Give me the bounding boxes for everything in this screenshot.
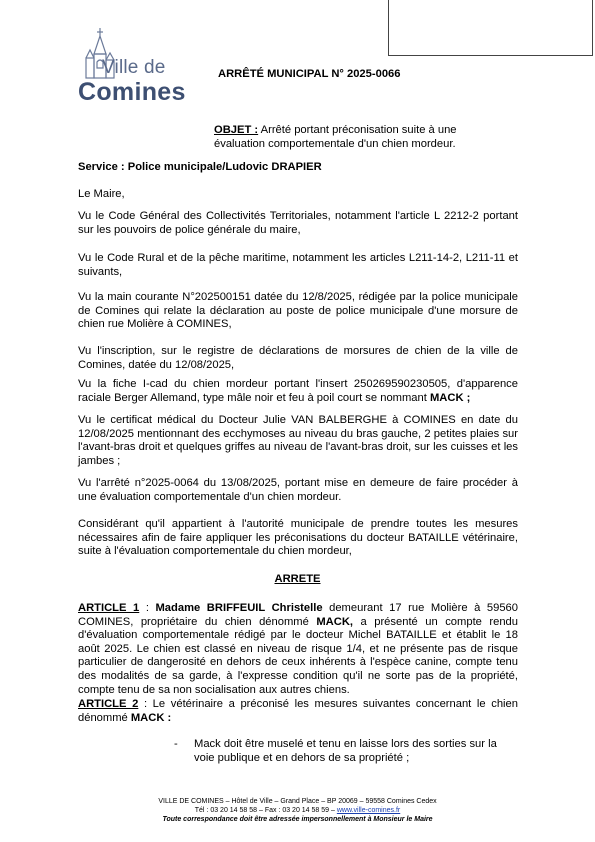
objet-line1: Arrêté portant préconisation suite à une [258, 124, 457, 136]
article-2-dog: MACK : [130, 711, 172, 724]
article-1-owner: Madame BRIFFEUIL Christelle [155, 602, 323, 614]
vu-main-courante: Vu la main courante N°202500151 datée du 12/8/2025, rédigée par la police municipale de Comines qui relate la déclaration au poste de police municipale d'une morsure de chien rue Molière à COMINES, [78, 291, 518, 331]
vu-cgct: Vu le Code Général des Collectivités Territoriales, notamment l'article L 2212-2 portant sur les pouvoirs de police générale du maire, [78, 210, 518, 236]
footer-website-link[interactable]: www.ville-comines.fr [336, 807, 401, 814]
article-1-label: ARTICLE 1 [78, 602, 140, 614]
fiche-dog-name: MACK ; [429, 391, 471, 404]
logo-text-ville: Ville de [102, 57, 166, 78]
vu-arrete-mise-en-demeure: Vu l'arrêté n°2025-0064 du 13/08/2025, portant mise en demeure de faire procéder à une évaluation comportementale d'un chien mordeur. [78, 477, 518, 503]
service-line: Service : Police municipale/Ludovic DRAPIER [78, 161, 322, 173]
footer-contact: Tél : 03 20 14 58 58 – Fax : 03 20 14 58 59 – www.ville-comines.fr [194, 807, 401, 814]
article-1: ARTICLE 1 : Madame BRIFFEUIL Christelle demeurant 17 rue Molière à 59560 COMINES, propriétaire du chien dénommé MACK, a présenté un compte rendu d'évaluation comportementale rédigé par le docteur Michel BATAILLE et établit le 18 août 2025. Le chien est classé en niveau de risque 1/4, et ne présente pas de risque particulier de dangerosité en dehors de ceux inhérents à l'espèce canine, compte tenu des modalités de sa garde, à l'expresse condition qu'il ne sorte pas de la propriété, compte tenu de sa non socialisation aux autres chiens. [78, 602, 519, 696]
measure-text: Mack doit être muselé et tenu en laisse lors des sorties sur la voie publique et en dehors de sa propriété ; [194, 738, 497, 764]
arrete-heading: ARRETE [274, 573, 321, 585]
measure-list-item [174, 738, 519, 765]
list-dash: - [174, 738, 178, 750]
reference-box [388, 0, 593, 56]
footer-notice: Toute correspondance doit être adressée impersonnellement à Monsieur le Maire [162, 816, 433, 823]
city-logo [78, 28, 198, 108]
le-maire: Le Maire, [78, 188, 125, 200]
logo-text-comines: Comines [78, 78, 186, 106]
objet-label: OBJET : [214, 124, 259, 136]
objet-line2: évaluation comportementale d'un chien mordeur. [214, 137, 456, 150]
document-title: ARRÊTÉ MUNICIPAL N° 2025-0066 [218, 68, 401, 80]
vu-fiche-icad [78, 378, 518, 405]
fiche-text: Vu la fiche I-cad du chien mordeur portant l'insert 250269590230505, d'apparence raciale Berger Allemand, type mâle noir et feu à poil court se nommant [78, 378, 518, 404]
vu-inscription: Vu l'inscription, sur le registre de déclarations de morsures de chien de la ville de Comines, datée du 12/08/2025, [78, 345, 518, 371]
article-2-label: ARTICLE 2 [78, 698, 139, 710]
article-2: ARTICLE 2 : Le vétérinaire a préconisé les mesures suivantes concernant le chien dénommé MACK : [78, 698, 518, 724]
objet-block [214, 124, 514, 151]
considerant: Considérant qu'il appartient à l'autorité municipale de prendre toutes les mesures nécessaires afin de faire appliquer les préconisations du docteur BATAILLE vétérinaire, suite à l'évaluation comportementale du chien mordeur, [78, 518, 518, 558]
footer-address: VILLE DE COMINES – Hôtel de Ville – Grand Place – BP 20069 – 59558 Comines Cedex [158, 798, 437, 805]
article-1-dog: MACK, [316, 615, 354, 628]
vu-certificat: Vu le certificat médical du Docteur Julie VAN BALBERGHE à COMINES en date du 12/08/2025 mentionnant des ecchymoses au niveau du bras gauche, 2 petites plaies sur l'avant-bras droit et quelques griffes au niveau de l'avant-bras droit, sur les cuisses et les jambes ; [78, 414, 518, 467]
vu-code-rural: Vu le Code Rural et de la pêche maritime, notamment les articles L211-14-2, L211-11 et suivants, [78, 252, 518, 278]
